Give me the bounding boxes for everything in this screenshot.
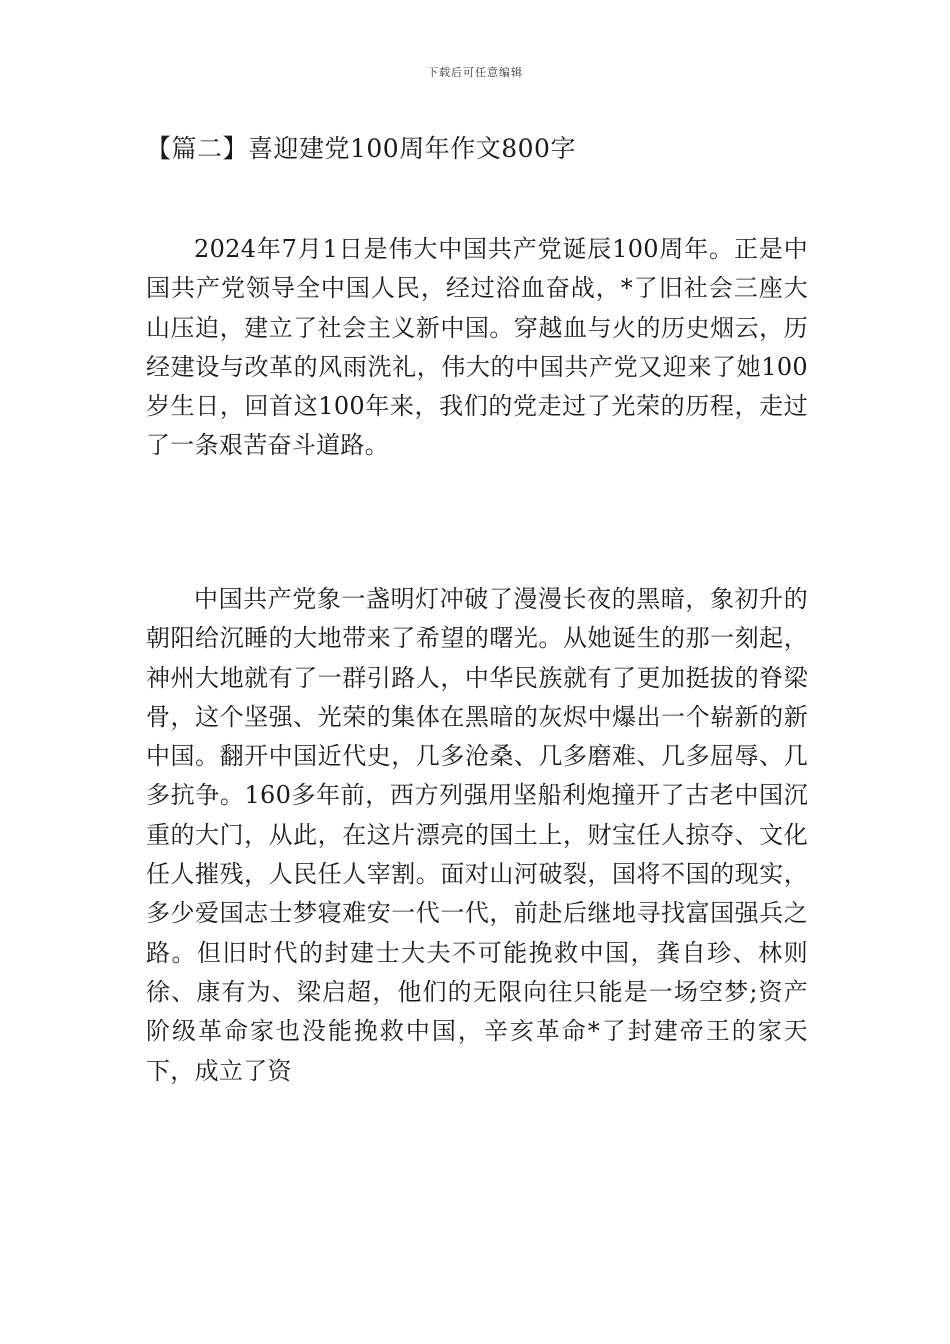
paragraph-1: 2024年7月1日是伟大中国共产党诞辰100周年。正是中国共产党领导全中国人民，经过浴血奋战，*了旧社会三座大山压迫，建立了社会主义新中国。穿越血与火的历史烟云，历经建设与改革的风雨洗礼，伟大的中国共产党又迎来了她100岁生日，回首这100年来，我们的党走过了光荣的历程，走过了一条艰苦奋斗道路。 bbox=[146, 235, 808, 460]
header-note: 下载后可任意编辑 bbox=[427, 66, 523, 79]
document-title: 【篇二】喜迎建党100周年作文800字 bbox=[146, 134, 576, 163]
paragraph-2: 中国共产党象一盏明灯冲破了漫漫长夜的黑暗，象初升的朝阳给沉睡的大地带来了希望的曙光。从她诞生的那一刻起，神州大地就有了一群引路人，中华民族就有了更加挺拔的脊梁骨，这个坚强、光荣的集体在黑暗的灰烬中爆出一个崭新的新中国。翻开中国近代史，几多沧桑、几多磨难、几多屈辱、几多抗争。160多年前，西方列强用坚船利炮撞开了古老中国沉重的大门，从此，在这片漂亮的国土上，财宝任人掠夺、文化任人摧残，人民任人宰割。面对山河破裂，国将不国的现实，多少爱国志士梦寝难安一代一代，前赴后继地寻找富国强兵之路。但旧时代的封建士大夫不可能挽救中国，龚自珍、林则徐、康有为、梁启超，他们的无限向往只能是一场空梦;资产阶级革命家也没能挽救中国，辛亥革命*了封建帝王的家天下，成立了资 bbox=[146, 585, 808, 1085]
